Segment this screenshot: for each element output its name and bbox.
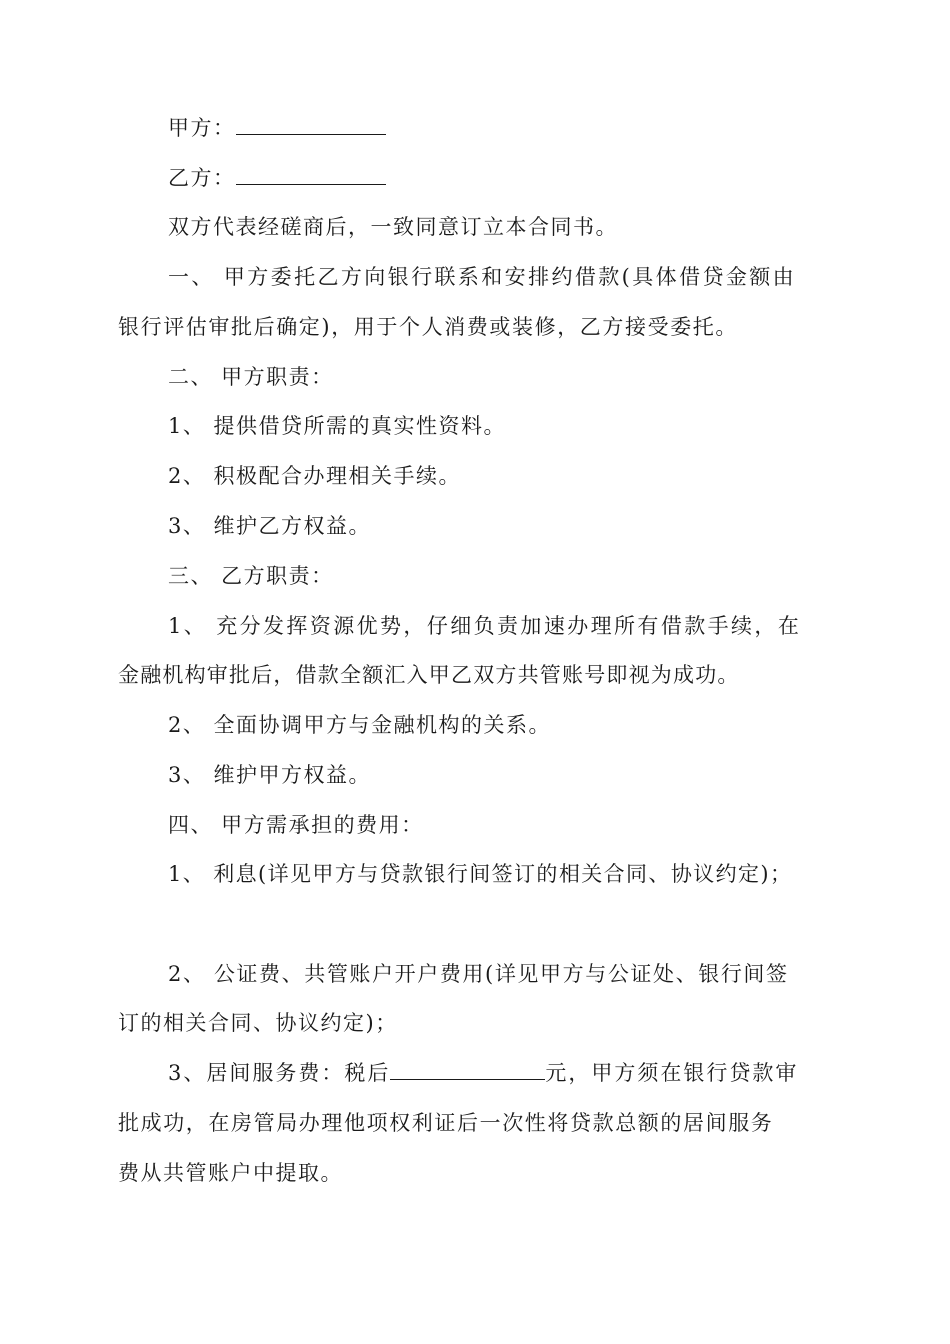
section-4-item-2-line-1: 2、 公证费、共管账户开户费用(详见甲方与公证处、银行间签	[168, 962, 789, 986]
section-2-title: 二、 甲方职责：	[168, 365, 334, 389]
party-b-blank	[236, 164, 386, 185]
service-fee-suffix: 元，甲方须在银行贷款审	[545, 1061, 799, 1085]
section-2-item-3: 3、 维护乙方权益。	[168, 514, 372, 538]
section-3-item-1-line-1: 1、 充分发挥资源优势，仔细负责加速办理所有借款手续，在	[168, 614, 802, 638]
party-a-label: 甲方：	[168, 116, 236, 140]
section-3-item-2: 2、 全面协调甲方与金融机构的关系。	[168, 713, 552, 737]
section-4-item-1: 1、 利息(详见甲方与贷款银行间签订的相关合同、协议约定)；	[168, 862, 793, 886]
party-b-label: 乙方：	[168, 166, 236, 190]
intro-paragraph: 双方代表经磋商后，一致同意订立本合同书。	[168, 215, 618, 239]
section-2-item-1: 1、 提供借贷所需的真实性资料。	[168, 414, 507, 438]
section-1-line-2: 银行评估审批后确定)，用于个人消费或装修，乙方接受委托。	[118, 315, 738, 339]
section-4-item-3-line-1	[168, 1058, 798, 1088]
party-b-line	[168, 163, 386, 193]
section-4-item-3-line-3: 费从共管账户中提取。	[118, 1161, 343, 1185]
service-fee-prefix: 3、居间服务费：税后	[168, 1061, 391, 1085]
section-4-item-3-line-2: 批成功，在房管局办理他项权利证后一次性将贷款总额的居间服务	[118, 1111, 774, 1135]
section-3-title: 三、 乙方职责：	[168, 564, 334, 588]
section-3-item-3: 3、 维护甲方权益。	[168, 763, 372, 787]
section-3-item-1-line-2: 金融机构审批后，借款全额汇入甲乙双方共管账号即视为成功。	[118, 663, 740, 687]
service-fee-amount-blank	[390, 1059, 545, 1080]
party-a-line	[168, 113, 386, 143]
section-2-item-2: 2、 积极配合办理相关手续。	[168, 464, 462, 488]
section-4-item-2-line-2: 订的相关合同、协议约定)；	[118, 1011, 398, 1035]
party-a-blank	[236, 114, 386, 135]
section-1-line-1: 一、 甲方委托乙方向银行联系和安排约借款(具体借贷金额由	[168, 265, 797, 289]
section-4-title: 四、 甲方需承担的费用：	[168, 813, 424, 837]
